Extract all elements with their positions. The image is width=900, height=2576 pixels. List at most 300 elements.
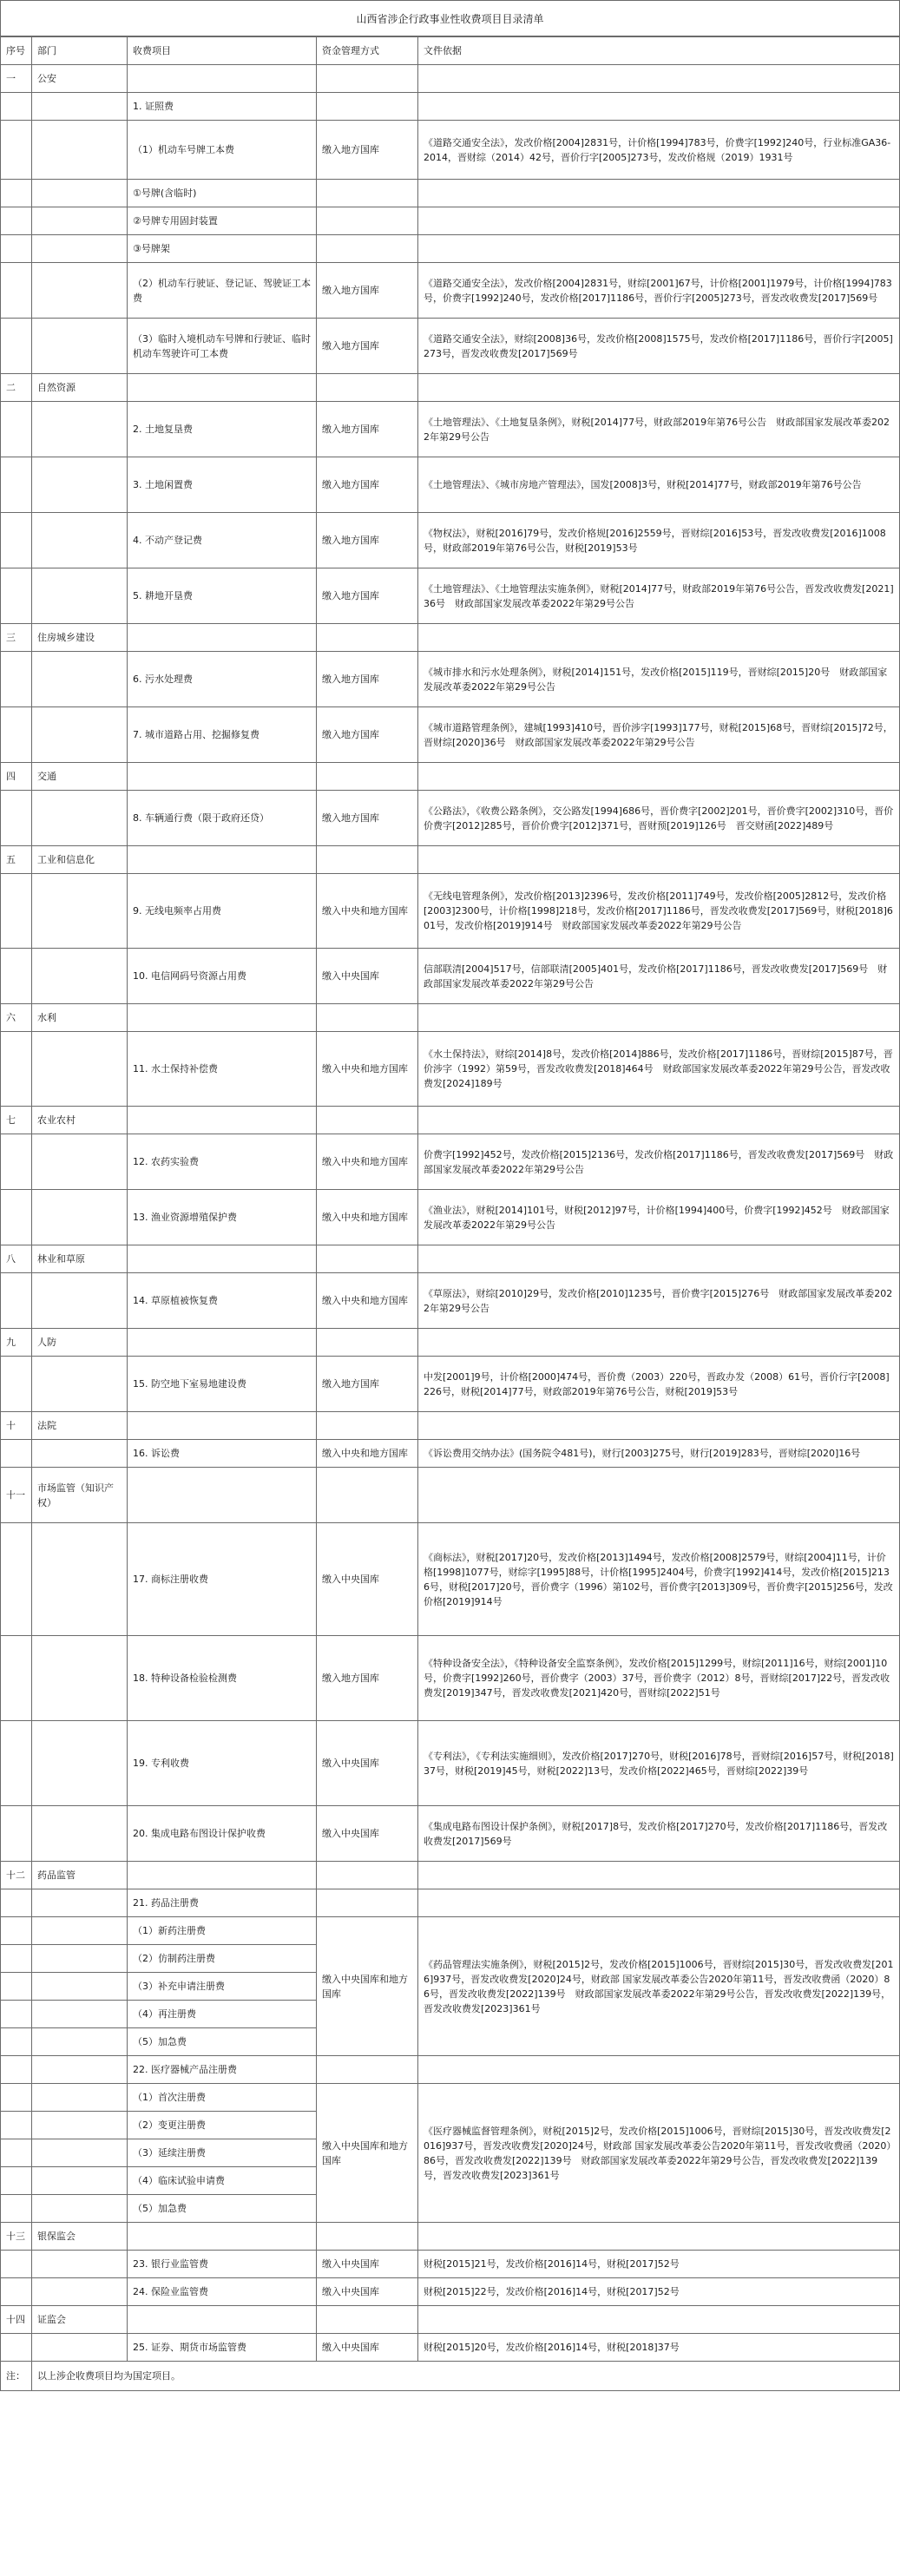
empty-cell xyxy=(32,1973,128,2001)
department-name: 公安 xyxy=(32,65,128,93)
document-basis: 财税[2015]22号，发改价格[2016]14号，财税[2017]52号 xyxy=(418,2278,900,2306)
fee-row xyxy=(1,791,900,846)
document-basis: 《道路交通安全法》，财综[2008]36号，发改价格[2008]1575号，发改价格[2017]1186号，晋价行字[2005]273号，晋发改收费发[2017]569号 xyxy=(418,319,900,374)
empty-cell xyxy=(128,624,317,652)
empty-cell xyxy=(32,652,128,707)
empty-cell xyxy=(1,2139,32,2167)
note-row xyxy=(1,2362,900,2391)
empty-cell xyxy=(317,65,418,93)
empty-cell xyxy=(32,319,128,374)
note-label: 注： xyxy=(1,2362,32,2391)
fee-row xyxy=(1,2278,900,2306)
document-basis: 《道路交通安全法》，发改价格[2004]2831号，财综[2001]67号，计价格[2001]1979号，计价格[1994]783号，价费字[1992]240号，发改价格[2017]1186号，晋价行字[2005]273号，晋发改收费发[2017]569号 xyxy=(418,263,900,319)
fee-sub-item-name: （5）加急费 xyxy=(128,2028,317,2056)
empty-cell xyxy=(1,2278,32,2306)
fund-management: 缴入中央和地方国库 xyxy=(317,874,418,949)
fund-management: 缴入地方国库 xyxy=(317,457,418,513)
row-number: 七 xyxy=(1,1107,32,1134)
document-basis: 《诉讼费用交纳办法》(国务院令481号)，财行[2003]275号，财行[2019]283号，晋财综[2020]16号 xyxy=(418,1440,900,1468)
category-row xyxy=(1,93,900,121)
document-basis: 《集成电路布图设计保护条例》，财税[2017]8号，发改价格[2017]270号，发改价格[2017]1186号，晋发改收费发[2017]569号 xyxy=(418,1806,900,1862)
department-name: 证监会 xyxy=(32,2306,128,2334)
department-name: 水利 xyxy=(32,1004,128,1032)
document-basis: 《水土保持法》，财综[2014]8号，发改价格[2014]886号，发改价格[2017]1186号，晋财综[2015]87号，晋价涉字（1992）第59号，晋发改收费发[2018]464号 财政部国家发展改革委2022年第29号公告，晋发改收费发[2024]189号 xyxy=(418,1032,900,1107)
fee-row xyxy=(1,949,900,1004)
dept-row xyxy=(1,1004,900,1032)
document-basis: 《公路法》，《收费公路条例》，交公路发[1994]686号，晋价费字[2002]201号，晋价费字[2002]310号，晋价价费字[2012]285号，晋价价费字[2012]371号，晋财预[2019]126号 晋交财函[2022]489号 xyxy=(418,791,900,846)
department-name: 银保监会 xyxy=(32,2223,128,2251)
fee-item-name: 3. 土地闲置费 xyxy=(128,457,317,513)
empty-cell xyxy=(1,791,32,846)
empty-cell xyxy=(32,180,128,207)
document-basis: 中发[2001]9号，计价格[2000]474号，晋价费（2003）220号，晋政办发（2008）61号，晋价行字[2008]226号，财税[2014]77号，财政部2019年第76号公告，财税[2019]53号 xyxy=(418,1357,900,1412)
fee-row xyxy=(1,121,900,180)
empty-cell xyxy=(418,2056,900,2084)
fee-item-name: 8. 车辆通行费（限于政府还贷） xyxy=(128,791,317,846)
row-number: 十 xyxy=(1,1412,32,1440)
empty-cell xyxy=(418,763,900,791)
row-number: 八 xyxy=(1,1245,32,1273)
fund-management: 缴入地方国库 xyxy=(317,319,418,374)
fee-item-name: ③号牌架 xyxy=(128,235,317,263)
fund-management: 缴入地方国库 xyxy=(317,121,418,180)
fee-row xyxy=(1,513,900,568)
fund-management: 缴入中央国库 xyxy=(317,949,418,1004)
empty-cell xyxy=(1,402,32,457)
row-number: 九 xyxy=(1,1329,32,1357)
empty-cell xyxy=(317,93,418,121)
empty-cell xyxy=(32,2251,128,2278)
dept-row xyxy=(1,2306,900,2334)
empty-cell xyxy=(1,513,32,568)
fee-item-name: （2）机动车行驶证、登记证、驾驶证工本费 xyxy=(128,263,317,319)
fee-item-name: 22. 医疗器械产品注册费 xyxy=(128,2056,317,2084)
empty-cell xyxy=(32,1523,128,1636)
fee-row xyxy=(1,1721,900,1806)
empty-cell xyxy=(32,263,128,319)
empty-cell xyxy=(317,374,418,402)
fee-item-name: 6. 污水处理费 xyxy=(128,652,317,707)
header-item: 收费项目 xyxy=(128,37,317,65)
empty-cell xyxy=(317,1004,418,1032)
fee-row xyxy=(1,568,900,624)
fee-item-name: 18. 特种设备检验检测费 xyxy=(128,1636,317,1721)
empty-cell xyxy=(1,1973,32,2001)
document-basis: 《渔业法》，财税[2014]101号，财税[2012]97号，计价格[1994]400号，价费字[1992]452号 财政部国家发展改革委2022年第29号公告 xyxy=(418,1190,900,1245)
empty-cell xyxy=(1,1357,32,1412)
empty-cell xyxy=(1,1721,32,1806)
document-basis: 《道路交通安全法》，发改价格[2004]2831号，计价格[1994]783号，价费字[1992]240号，行业标准GA36-2014，晋财综（2014）42号，晋价行字[2005]273号，发改价格规（2019）1931号 xyxy=(418,121,900,180)
fee-row xyxy=(1,652,900,707)
fund-management: 缴入中央和地方国库 xyxy=(317,1273,418,1329)
empty-cell xyxy=(128,1862,317,1889)
fund-management: 缴入地方国库 xyxy=(317,791,418,846)
empty-cell xyxy=(1,2112,32,2139)
document-basis: 《无线电管理条例》，发改价格[2013]2396号，发改价格[2011]749号，发改价格[2005]2812号，发改价格[2003]2300号，计价格[1998]218号，发改价格[2017]1186号，晋发改收费发[2017]569号，财税[2018]601号，发改价格[2019]914号 财政部国家发展改革委2022年第29号公告 xyxy=(418,874,900,949)
empty-cell xyxy=(317,1468,418,1523)
empty-cell xyxy=(128,65,317,93)
sub-item-row xyxy=(1,207,900,235)
fee-item-name: 24. 保险业监管费 xyxy=(128,2278,317,2306)
empty-cell xyxy=(1,2001,32,2028)
document-basis: 信部联清[2004]517号，信部联清[2005]401号，发改价格[2017]1186号，晋发改收费发[2017]569号 财政部国家发展改革委2022年第29号公告 xyxy=(418,949,900,1004)
fee-row xyxy=(1,457,900,513)
empty-cell xyxy=(418,2223,900,2251)
empty-cell xyxy=(32,1636,128,1721)
empty-cell xyxy=(317,1889,418,1917)
note-text: 以上涉企收费项目均为国定项目。 xyxy=(32,2362,900,2391)
fee-sub-item-name: （3）补充申请注册费 xyxy=(128,1973,317,2001)
page-title: 山西省涉企行政事业性收费项目目录清单 xyxy=(0,0,900,36)
empty-cell xyxy=(1,319,32,374)
fund-management: 缴入地方国库 xyxy=(317,402,418,457)
dept-row xyxy=(1,1245,900,1273)
empty-cell xyxy=(32,1721,128,1806)
empty-cell xyxy=(317,1862,418,1889)
empty-cell xyxy=(1,2195,32,2223)
empty-cell xyxy=(317,624,418,652)
fee-row xyxy=(1,1134,900,1190)
empty-cell xyxy=(1,207,32,235)
row-number: 二 xyxy=(1,374,32,402)
fee-item-name: 25. 证券、期货市场监管费 xyxy=(128,2334,317,2362)
row-number: 四 xyxy=(1,763,32,791)
fee-item-name: （1）机动车号牌工本费 xyxy=(128,121,317,180)
dept-row xyxy=(1,1412,900,1440)
empty-cell xyxy=(32,2112,128,2139)
fee-row xyxy=(1,263,900,319)
fee-row xyxy=(1,1523,900,1636)
header-no: 序号 xyxy=(1,37,32,65)
empty-cell xyxy=(418,93,900,121)
dept-row xyxy=(1,763,900,791)
empty-cell xyxy=(317,235,418,263)
fund-management: 缴入中央国库 xyxy=(317,1806,418,1862)
department-name: 交通 xyxy=(32,763,128,791)
empty-cell xyxy=(418,1107,900,1134)
fund-management: 缴入地方国库 xyxy=(317,707,418,763)
fee-group-row xyxy=(1,2056,900,2084)
empty-cell xyxy=(32,874,128,949)
empty-cell xyxy=(32,235,128,263)
empty-cell xyxy=(32,1190,128,1245)
empty-cell xyxy=(1,1190,32,1245)
fund-management: 缴入中央和地方国库 xyxy=(317,1134,418,1190)
empty-cell xyxy=(1,2167,32,2195)
fee-row xyxy=(1,1273,900,1329)
empty-cell xyxy=(1,1134,32,1190)
document-basis: 《物权法》，财税[2016]79号，发改价格规[2016]2559号，晋财综[2016]53号，晋发改收费发[2016]1008号，财政部2019年第76号公告，财税[2019]53号 xyxy=(418,513,900,568)
row-number: 十二 xyxy=(1,1862,32,1889)
empty-cell xyxy=(32,1134,128,1190)
fee-sub-item-name: （4）再注册费 xyxy=(128,2001,317,2028)
header-basis: 文件依据 xyxy=(418,37,900,65)
fee-item-name: 7. 城市道路占用、挖掘修复费 xyxy=(128,707,317,763)
dept-row xyxy=(1,846,900,874)
empty-cell xyxy=(418,1245,900,1273)
empty-cell xyxy=(317,1107,418,1134)
empty-cell xyxy=(1,457,32,513)
fund-management: 缴入中央国库 xyxy=(317,2251,418,2278)
empty-cell xyxy=(32,207,128,235)
fee-sub-item-name: （1）新药注册费 xyxy=(128,1917,317,1945)
fee-sub-item-name: （2）仿制药注册费 xyxy=(128,1945,317,1973)
empty-cell xyxy=(317,207,418,235)
fee-item-name: 12. 农药实验费 xyxy=(128,1134,317,1190)
fee-item-name: 5. 耕地开垦费 xyxy=(128,568,317,624)
fee-row xyxy=(1,2334,900,2362)
empty-cell xyxy=(32,2334,128,2362)
fee-item-name: 20. 集成电路布图设计保护收费 xyxy=(128,1806,317,1862)
department-name: 工业和信息化 xyxy=(32,846,128,874)
fund-management: 缴入中央国库 xyxy=(317,1523,418,1636)
empty-cell xyxy=(1,949,32,1004)
fund-management: 缴入中央国库 xyxy=(317,2334,418,2362)
empty-cell xyxy=(32,2001,128,2028)
empty-cell xyxy=(32,513,128,568)
empty-cell xyxy=(32,568,128,624)
row-number: 十三 xyxy=(1,2223,32,2251)
fee-item-name: 9. 无线电频率占用费 xyxy=(128,874,317,949)
empty-cell xyxy=(32,2278,128,2306)
empty-cell xyxy=(32,1945,128,1973)
department-name: 药品监管 xyxy=(32,1862,128,1889)
empty-cell xyxy=(32,2195,128,2223)
empty-cell xyxy=(418,235,900,263)
empty-cell xyxy=(128,1107,317,1134)
document-basis: 价费字[1992]452号，发改价格[2015]2136号，发改价格[2017]1186号，晋发改收费发[2017]569号 财政部国家发展改革委2022年第29号公告 xyxy=(418,1134,900,1190)
empty-cell xyxy=(418,207,900,235)
document-basis: 《商标法》，财税[2017]20号，发改价格[2013]1494号，发改价格[2008]2579号，财综[2004]11号，计价格[1998]1077号，财综字[1995]88号，计价格[1995]2404号，价费字[1992]414号，发改价格[2015]2136号，财税[2017]20号，晋价费字（1996）第102号，晋价费字[2013]309号，晋价费字[2015]256号，发改价格[2019]914号 xyxy=(418,1523,900,1636)
empty-cell xyxy=(317,1329,418,1357)
empty-cell xyxy=(128,374,317,402)
empty-cell xyxy=(32,457,128,513)
document-basis: 《土地管理法》、《土地复垦条例》，财税[2014]77号，财政部2019年第76号公告 财政部国家发展改革委2022年第29号公告 xyxy=(418,402,900,457)
fee-item-name: 1. 证照费 xyxy=(128,93,317,121)
department-name: 市场监管（知识产权） xyxy=(32,1468,128,1523)
empty-cell xyxy=(418,1004,900,1032)
fee-row xyxy=(1,2251,900,2278)
department-name: 法院 xyxy=(32,1412,128,1440)
fee-sub-item-name: （3）延续注册费 xyxy=(128,2139,317,2167)
sub-item-row xyxy=(1,1917,900,1945)
row-number: 三 xyxy=(1,624,32,652)
fee-row xyxy=(1,319,900,374)
fee-sub-item-name: （4）临床试验申请费 xyxy=(128,2167,317,2195)
empty-cell xyxy=(1,1889,32,1917)
empty-cell xyxy=(32,1357,128,1412)
empty-cell xyxy=(1,568,32,624)
fee-item-name: 13. 渔业资源增殖保护费 xyxy=(128,1190,317,1245)
empty-cell xyxy=(418,1329,900,1357)
empty-cell xyxy=(128,1004,317,1032)
fee-row xyxy=(1,1032,900,1107)
empty-cell xyxy=(1,1636,32,1721)
document-basis: 财税[2015]20号，发改价格[2016]14号，财税[2018]37号 xyxy=(418,2334,900,2362)
fee-item-name: 23. 银行业监管费 xyxy=(128,2251,317,2278)
empty-cell xyxy=(418,1889,900,1917)
empty-cell xyxy=(32,1273,128,1329)
empty-cell xyxy=(32,949,128,1004)
empty-cell xyxy=(32,1806,128,1862)
document-basis: 《土地管理法》、《土地管理法实施条例》，财税[2014]77号，财政部2019年第76号公告，晋发改收费发[2021]36号 财政部国家发展改革委2022年第29号公告 xyxy=(418,568,900,624)
empty-cell xyxy=(128,763,317,791)
fee-item-name: 4. 不动产登记费 xyxy=(128,513,317,568)
document-basis: 《药品管理法实施条例》，财税[2015]2号，发改价格[2015]1006号，晋财综[2015]30号，晋发改收费发[2016]937号，晋发改收费发[2020]24号，财政部 国家发展改革委公告2020年第11号，晋发改收费函（2020）86号，晋发改收费发[2022]139号 财政部国家发展改革委2022年第29号公告，晋发改收费发[2022]139号，晋发改收费发[2023]361号 xyxy=(418,1917,900,2056)
empty-cell xyxy=(1,235,32,263)
empty-cell xyxy=(317,1412,418,1440)
empty-cell xyxy=(1,1945,32,1973)
empty-cell xyxy=(418,180,900,207)
empty-cell xyxy=(317,846,418,874)
empty-cell xyxy=(32,121,128,180)
header-dept: 部门 xyxy=(32,37,128,65)
sub-item-row xyxy=(1,235,900,263)
empty-cell xyxy=(32,1917,128,1945)
document-basis: 《专利法》，《专利法实施细则》，发改价格[2017]270号，财税[2016]78号，晋财综[2016]57号，财税[2018]37号，财税[2019]45号，财税[2022]13号，发改价格[2022]465号，晋财综[2022]39号 xyxy=(418,1721,900,1806)
fee-item-name: 15. 防空地下室易地建设费 xyxy=(128,1357,317,1412)
dept-row xyxy=(1,374,900,402)
fee-item-name: （3）临时入境机动车号牌和行驶证、临时机动车驾驶许可工本费 xyxy=(128,319,317,374)
sub-item-row xyxy=(1,2084,900,2112)
empty-cell xyxy=(317,2306,418,2334)
empty-cell xyxy=(128,1468,317,1523)
dept-row xyxy=(1,2223,900,2251)
dept-row xyxy=(1,1468,900,1523)
empty-cell xyxy=(32,2028,128,2056)
empty-cell xyxy=(32,2056,128,2084)
empty-cell xyxy=(1,2084,32,2112)
document-basis: 《城市排水和污水处理条例》，财税[2014]151号，发改价格[2015]119号，晋财综[2015]20号 财政部国家发展改革委2022年第29号公告 xyxy=(418,652,900,707)
empty-cell xyxy=(418,1862,900,1889)
fee-row xyxy=(1,1357,900,1412)
fund-management: 缴入中央和地方国库 xyxy=(317,1190,418,1245)
empty-cell xyxy=(32,1889,128,1917)
empty-cell xyxy=(1,1917,32,1945)
empty-cell xyxy=(1,121,32,180)
fee-row xyxy=(1,402,900,457)
dept-row xyxy=(1,624,900,652)
document-basis: 《土地管理法》、《城市房地产管理法》，国发[2008]3号，财税[2014]77号，财政部2019年第76号公告 xyxy=(418,457,900,513)
department-name: 农业农村 xyxy=(32,1107,128,1134)
empty-cell xyxy=(32,93,128,121)
document-basis: 《医疗器械监督管理条例》，财税[2015]2号，发改价格[2015]1006号，晋财综[2015]30号，晋发改收费发[2016]937号，晋发改收费发[2020]24号，财政部 国家发展改革委公告2020年第11号，晋发改收费函（2020）86号，晋发改收费发[2022]139号 财政部国家发展改革委2022年第29号公告，晋发改收费发[2022]139号，晋发改收费发[2023]361号 xyxy=(418,2084,900,2223)
empty-cell xyxy=(128,1245,317,1273)
empty-cell xyxy=(32,2084,128,2112)
department-name: 人防 xyxy=(32,1329,128,1357)
empty-cell xyxy=(418,2306,900,2334)
fee-sub-item-name: （5）加急费 xyxy=(128,2195,317,2223)
department-name: 自然资源 xyxy=(32,374,128,402)
fee-item-name: 2. 土地复垦费 xyxy=(128,402,317,457)
fee-sub-item-name: （2）变更注册费 xyxy=(128,2112,317,2139)
row-number: 六 xyxy=(1,1004,32,1032)
empty-cell xyxy=(1,1806,32,1862)
fund-management: 缴入地方国库 xyxy=(317,513,418,568)
header-mgmt: 资金管理方式 xyxy=(317,37,418,65)
fee-item-name: 16. 诉讼费 xyxy=(128,1440,317,1468)
document-basis: 《特种设备安全法》，《特种设备安全监察条例》，发改价格[2015]1299号，财综[2011]16号，财综[2001]10号，价费字[1992]260号，晋价费字（2003）37号，晋价费字（2012）8号，晋财综[2017]22号，晋发改收费发[2019]347号，晋发改收费发[2021]420号，晋财综[2022]51号 xyxy=(418,1636,900,1721)
empty-cell xyxy=(32,1440,128,1468)
empty-cell xyxy=(1,263,32,319)
empty-cell xyxy=(1,652,32,707)
empty-cell xyxy=(418,624,900,652)
empty-cell xyxy=(418,1412,900,1440)
empty-cell xyxy=(128,1329,317,1357)
empty-cell xyxy=(317,180,418,207)
fee-group-row xyxy=(1,1889,900,1917)
empty-cell xyxy=(32,402,128,457)
empty-cell xyxy=(128,2306,317,2334)
fee-item-name: ②号牌专用固封装置 xyxy=(128,207,317,235)
empty-cell xyxy=(317,763,418,791)
empty-cell xyxy=(1,707,32,763)
empty-cell xyxy=(32,707,128,763)
empty-cell xyxy=(1,2028,32,2056)
fee-item-name: 14. 草原植被恢复费 xyxy=(128,1273,317,1329)
document-basis: 财税[2015]21号，发改价格[2016]14号，财税[2017]52号 xyxy=(418,2251,900,2278)
empty-cell xyxy=(32,1032,128,1107)
empty-cell xyxy=(317,2056,418,2084)
empty-cell xyxy=(1,180,32,207)
dept-row xyxy=(1,1107,900,1134)
empty-cell xyxy=(418,65,900,93)
empty-cell xyxy=(418,846,900,874)
empty-cell xyxy=(418,374,900,402)
row-number: 一 xyxy=(1,65,32,93)
empty-cell xyxy=(32,2139,128,2167)
department-name: 林业和草原 xyxy=(32,1245,128,1273)
document-basis: 《草原法》，财综[2010]29号，发改价格[2010]1235号，晋价费字[2015]276号 财政部国家发展改革委2022年第29号公告 xyxy=(418,1273,900,1329)
row-number: 五 xyxy=(1,846,32,874)
fund-management: 缴入地方国库 xyxy=(317,568,418,624)
empty-cell xyxy=(1,2251,32,2278)
empty-cell xyxy=(1,874,32,949)
empty-cell xyxy=(128,2223,317,2251)
table-header-row xyxy=(1,37,900,65)
empty-cell xyxy=(418,1468,900,1523)
dept-row xyxy=(1,65,900,93)
empty-cell xyxy=(32,791,128,846)
fund-management: 缴入中央国库 xyxy=(317,2278,418,2306)
department-name: 住房城乡建设 xyxy=(32,624,128,652)
sub-item-row xyxy=(1,180,900,207)
empty-cell xyxy=(1,2334,32,2362)
empty-cell xyxy=(1,2056,32,2084)
fee-row xyxy=(1,874,900,949)
fee-row xyxy=(1,1806,900,1862)
fund-management: 缴入中央和地方国库 xyxy=(317,1440,418,1468)
fee-item-name: 11. 水土保持补偿费 xyxy=(128,1032,317,1107)
fund-management: 缴入中央国库 xyxy=(317,1721,418,1806)
empty-cell xyxy=(1,1273,32,1329)
fee-item-name: 21. 药品注册费 xyxy=(128,1889,317,1917)
fund-management: 缴入中央国库和地方国库 xyxy=(317,2084,418,2223)
fee-row xyxy=(1,1190,900,1245)
empty-cell xyxy=(1,1032,32,1107)
fund-management: 缴入地方国库 xyxy=(317,263,418,319)
fund-management: 缴入地方国库 xyxy=(317,1636,418,1721)
empty-cell xyxy=(32,2167,128,2195)
empty-cell xyxy=(128,846,317,874)
fee-row xyxy=(1,707,900,763)
fee-item-name: 19. 专利收费 xyxy=(128,1721,317,1806)
dept-row xyxy=(1,1862,900,1889)
document-basis: 《城市道路管理条例》，建城[1993]410号，晋价涉字[1993]177号，财税[2015]68号，晋财综[2015]72号，晋财综[2020]36号 财政部国家发展改革委2022年第29号公告 xyxy=(418,707,900,763)
fee-item-name: 17. 商标注册收费 xyxy=(128,1523,317,1636)
dept-row xyxy=(1,1329,900,1357)
empty-cell xyxy=(317,1245,418,1273)
